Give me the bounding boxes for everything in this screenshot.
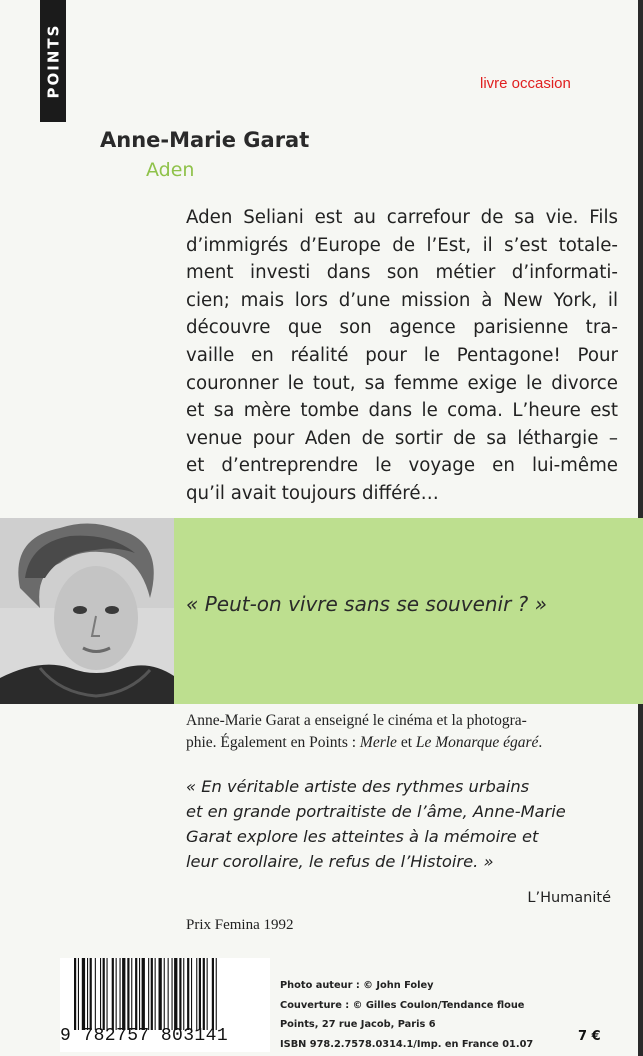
author-portrait-photo bbox=[0, 518, 174, 704]
barcode-number: 9 782757 803141 bbox=[60, 1026, 229, 1046]
bio-work-title: Le Monarque égaré bbox=[415, 734, 539, 751]
summary-line: qu’il avait toujours différé… bbox=[186, 482, 439, 504]
prize-note: Prix Femina 1992 bbox=[186, 917, 294, 933]
bio-work-title: Merle bbox=[359, 734, 397, 751]
summary-line: venue pour Aden de sortir de sa léthargie – bbox=[186, 427, 618, 449]
summary-line: découvre que son agence parisienne tra- bbox=[186, 317, 618, 339]
bio-line: Anne-Marie Garat a enseigné le cinéma et la photogra- bbox=[186, 712, 527, 729]
credits-block bbox=[280, 976, 533, 1054]
isbn-barcode bbox=[60, 958, 270, 1052]
summary-line: et d’entreprendre le voyage en lui-même bbox=[186, 455, 618, 477]
summary-line: ment investi dans son métier d’informati- bbox=[186, 262, 618, 284]
review-line: et en grande portraitiste de l’âme, Anne-Marie bbox=[186, 802, 566, 821]
price-label: 7 € bbox=[578, 1029, 601, 1044]
credit-address: Points, 27 rue Jacob, Paris 6 bbox=[280, 1019, 436, 1030]
summary-line: couronner le tout, sa femme exige le divorce bbox=[186, 372, 618, 394]
summary-line: d’immigrés d’Europe de l’Est, il s’est totale- bbox=[186, 234, 618, 256]
summary-line: vaille en réalité pour le Pentagone! Pour bbox=[186, 344, 618, 366]
book-title: Aden bbox=[146, 159, 195, 181]
review-line: leur corollaire, le refus de l’Histoire. » bbox=[186, 852, 494, 871]
book-summary bbox=[186, 204, 618, 508]
summary-line: et sa mère tombe dans le coma. L’heure est bbox=[186, 400, 618, 422]
review-line: « En véritable artiste des rythmes urbains bbox=[186, 777, 530, 796]
credit-photo: Photo auteur : © John Foley bbox=[280, 980, 434, 991]
barcode-bars bbox=[72, 958, 262, 1030]
credit-isbn: ISBN 978.2.7578.0314.1/Imp. en France 01.07 bbox=[280, 1038, 534, 1050]
press-review bbox=[186, 774, 606, 874]
highlight-quote: « Peut-on vivre sans se souvenir ? » bbox=[186, 592, 547, 616]
used-book-stamp: livre occasion bbox=[480, 75, 571, 92]
publisher-logo-text: POINTS bbox=[44, 23, 63, 99]
author-name: Anne-Marie Garat bbox=[100, 128, 310, 152]
bio-line bbox=[186, 732, 626, 754]
summary-line: Aden Seliani est au carrefour de sa vie. Fils bbox=[186, 207, 618, 228]
credit-cover: Couverture : © Gilles Coulon/Tendance floue bbox=[280, 999, 525, 1011]
publisher-logo bbox=[40, 0, 66, 122]
review-line: Garat explore les atteintes à la mémoire et bbox=[186, 827, 539, 846]
bio-suffix: . bbox=[538, 734, 543, 751]
bio-connector: et bbox=[396, 734, 416, 751]
bio-prefix: phie. Également en Points : bbox=[186, 734, 360, 751]
review-source: L’Humanité bbox=[527, 890, 611, 906]
summary-line: cien; mais lors d’une mission à New York, il bbox=[186, 289, 618, 311]
author-bio bbox=[186, 710, 626, 754]
